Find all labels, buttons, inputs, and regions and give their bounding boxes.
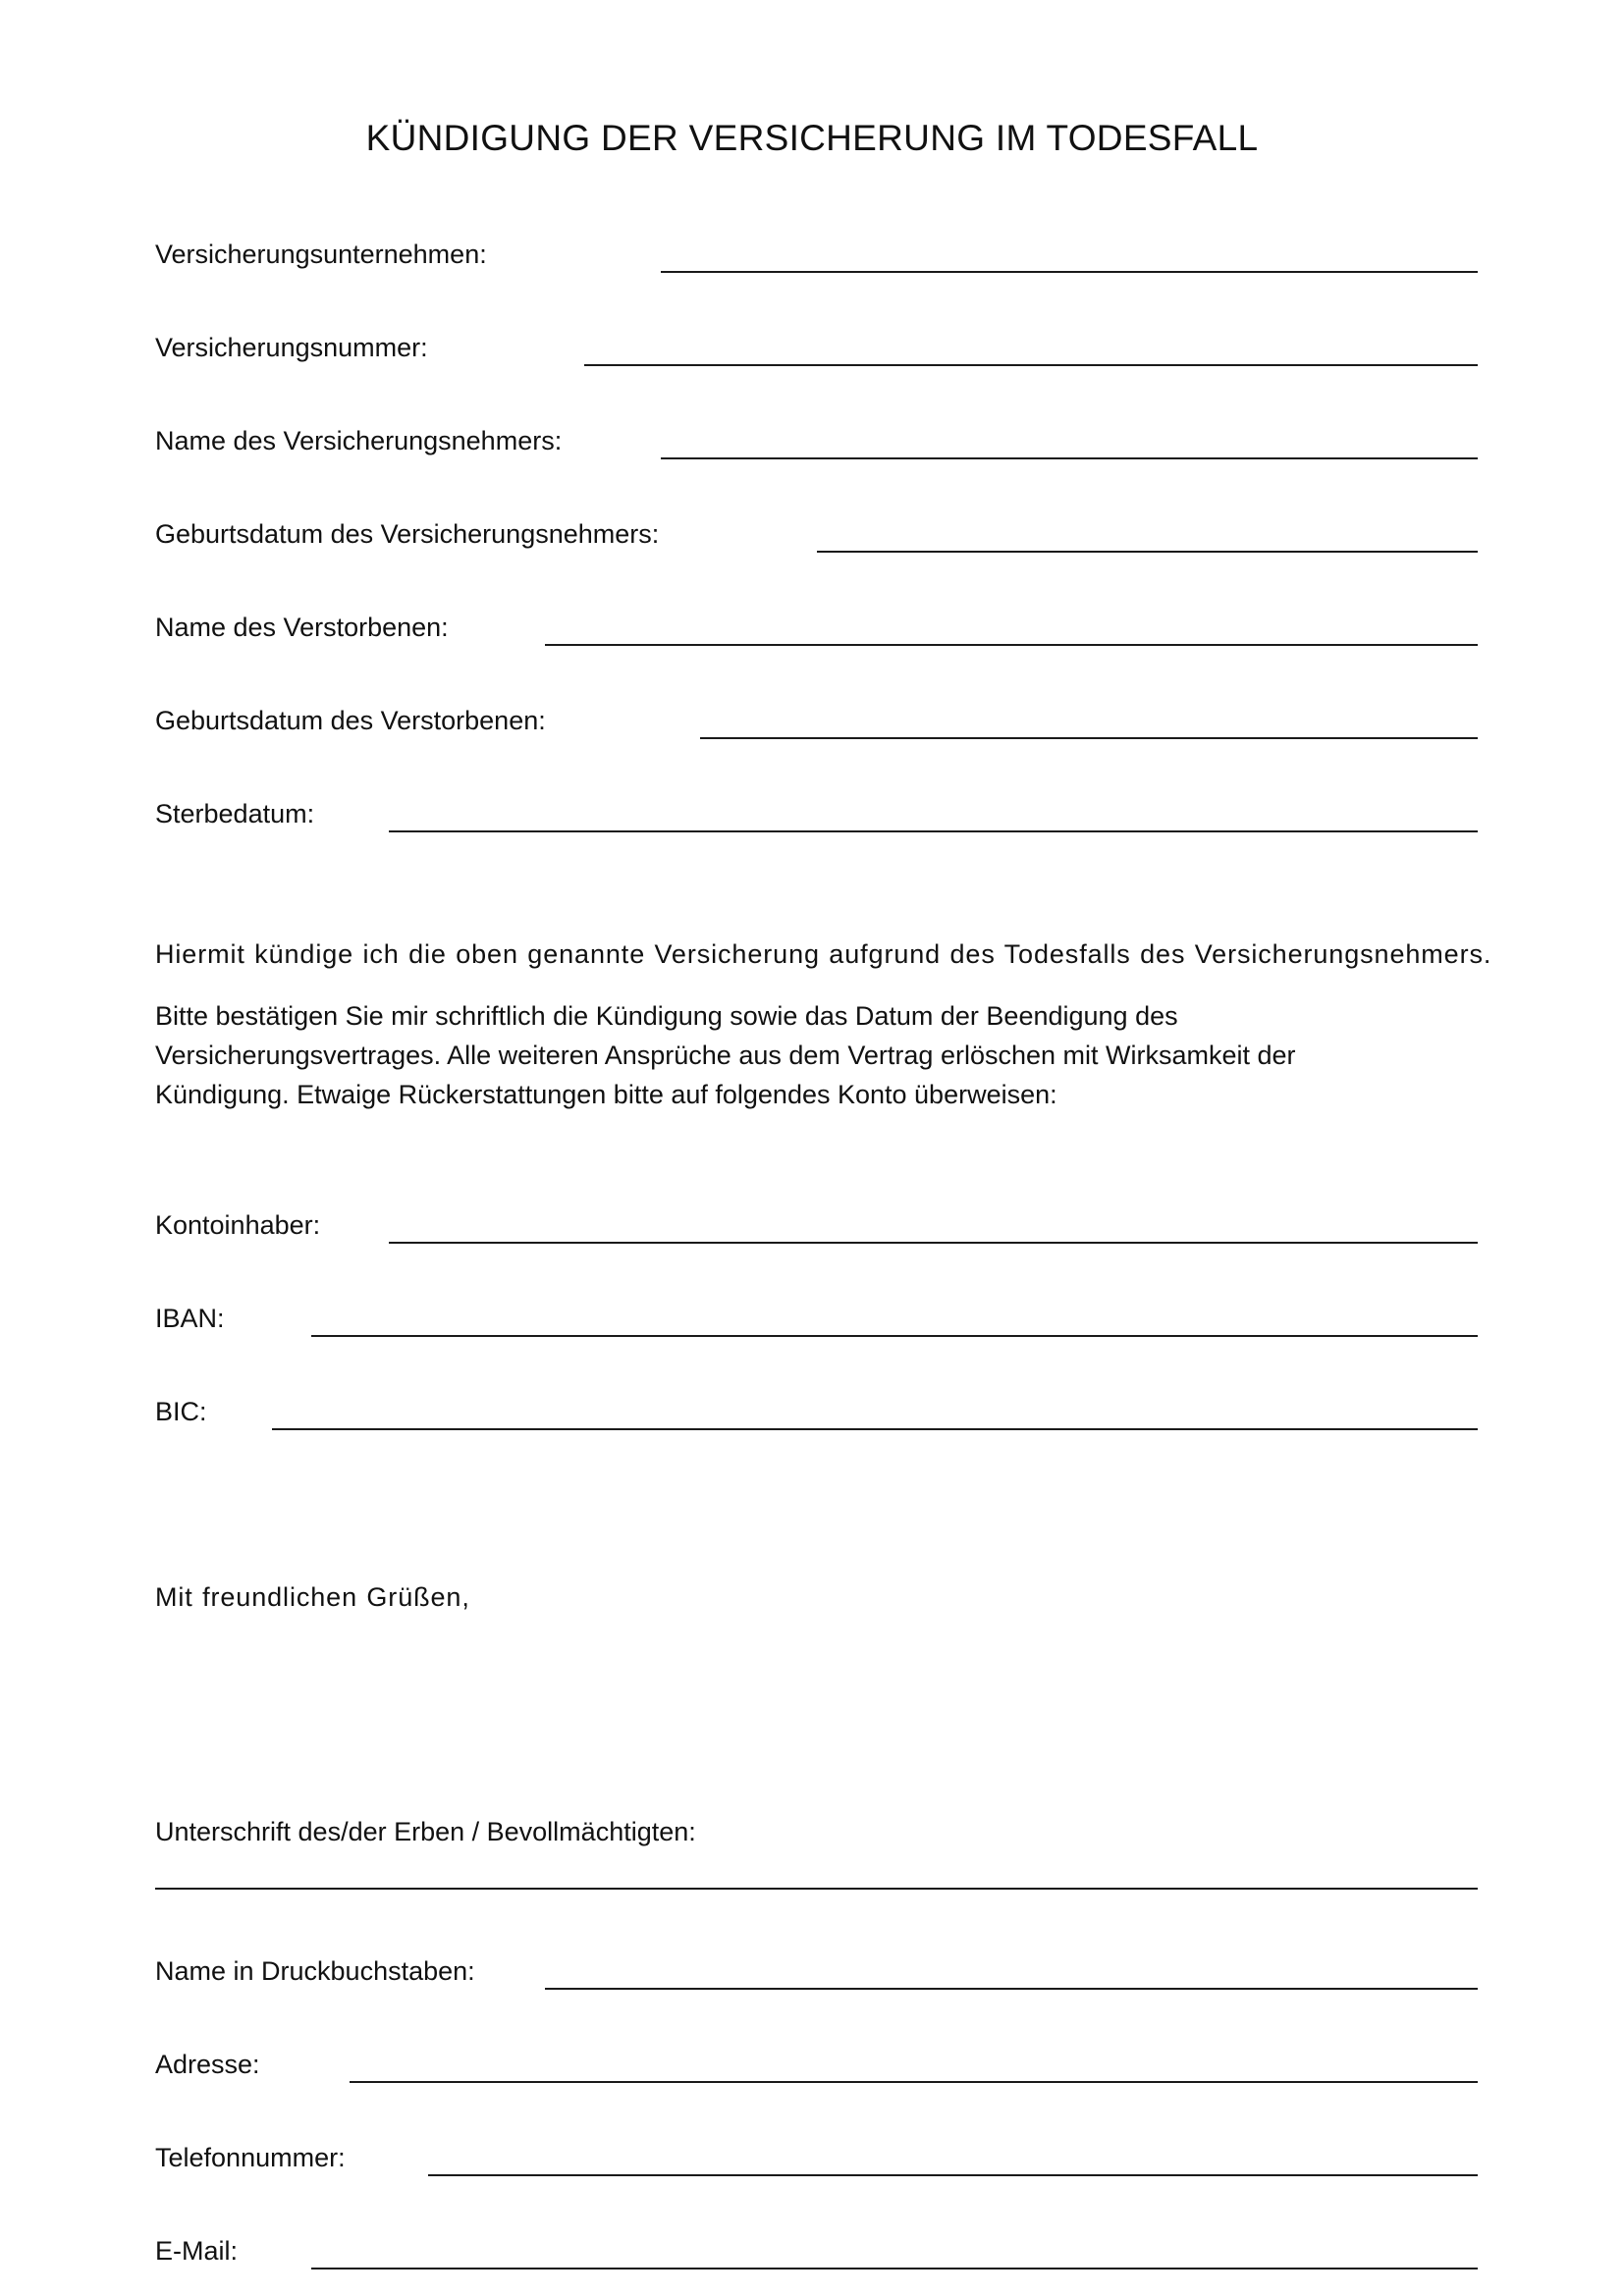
field-line-email[interactable] (311, 2268, 1478, 2269)
field-line-name-druckbuchstaben[interactable] (545, 1988, 1478, 1990)
field-label-kontoinhaber: Kontoinhaber: (155, 1210, 321, 1240)
field-label-geburtsdatum-verstorbener: Geburtsdatum des Verstorbenen: (155, 706, 546, 735)
field-line-geburtsdatum-verstorbener[interactable] (700, 737, 1478, 739)
field-line-versicherungsnummer[interactable] (584, 364, 1478, 366)
field-line-sterbedatum[interactable] (389, 830, 1478, 832)
field-label-name-verstorbener: Name des Verstorbenen: (155, 613, 449, 642)
request-line-3: Kündigung. Etwaige Rückerstattungen bitte auf folgendes Konto überweisen: (155, 1080, 1057, 1109)
field-label-iban: IBAN: (155, 1304, 225, 1333)
field-line-telefonnummer[interactable] (428, 2174, 1478, 2176)
field-label-name-versicherungsnehmer: Name des Versicherungsnehmers: (155, 426, 563, 455)
field-line-adresse[interactable] (350, 2081, 1478, 2083)
closing-greeting: Mit freundlichen Grüßen, (155, 1582, 470, 1612)
field-label-telefonnummer: Telefonnummer: (155, 2143, 346, 2172)
field-line-iban[interactable] (311, 1335, 1478, 1337)
field-label-versicherungsunternehmen: Versicherungsunternehmen: (155, 240, 487, 269)
request-line-1: Bitte bestätigen Sie mir schriftlich die Kündigung sowie das Datum der Beendigung des (155, 1001, 1178, 1031)
field-label-sterbedatum: Sterbedatum: (155, 799, 315, 828)
field-line-bic[interactable] (272, 1428, 1478, 1430)
field-line-kontoinhaber[interactable] (389, 1242, 1478, 1244)
page-title: KÜNDIGUNG DER VERSICHERUNG IM TODESFALL (365, 118, 1259, 158)
field-label-email: E-Mail: (155, 2236, 239, 2266)
signature-line[interactable] (155, 1888, 1478, 1890)
field-line-name-verstorbener[interactable] (545, 644, 1478, 646)
field-label-adresse: Adresse: (155, 2050, 260, 2079)
field-line-versicherungsunternehmen[interactable] (661, 271, 1478, 273)
field-label-versicherungsnummer: Versicherungsnummer: (155, 333, 428, 362)
field-label-geburtsdatum-versicherungsnehmer: Geburtsdatum des Versicherungsnehmers: (155, 519, 660, 549)
cancellation-statement: Hiermit kündige ich die oben genannte Versicherung aufgrund des Todesfalls des Versicherungsnehmers. (155, 939, 1492, 969)
signature-label: Unterschrift des/der Erben / Bevollmächtigten: (155, 1817, 696, 1846)
field-label-name-druckbuchstaben: Name in Druckbuchstaben: (155, 1956, 475, 1986)
field-line-geburtsdatum-versicherungsnehmer[interactable] (817, 551, 1478, 553)
field-label-bic: BIC: (155, 1397, 207, 1426)
request-line-2: Versicherungsvertrages. Alle weiteren Ansprüche aus dem Vertrag erlöschen mit Wirksamkeit der (155, 1041, 1296, 1070)
field-line-name-versicherungsnehmer[interactable] (661, 457, 1478, 459)
